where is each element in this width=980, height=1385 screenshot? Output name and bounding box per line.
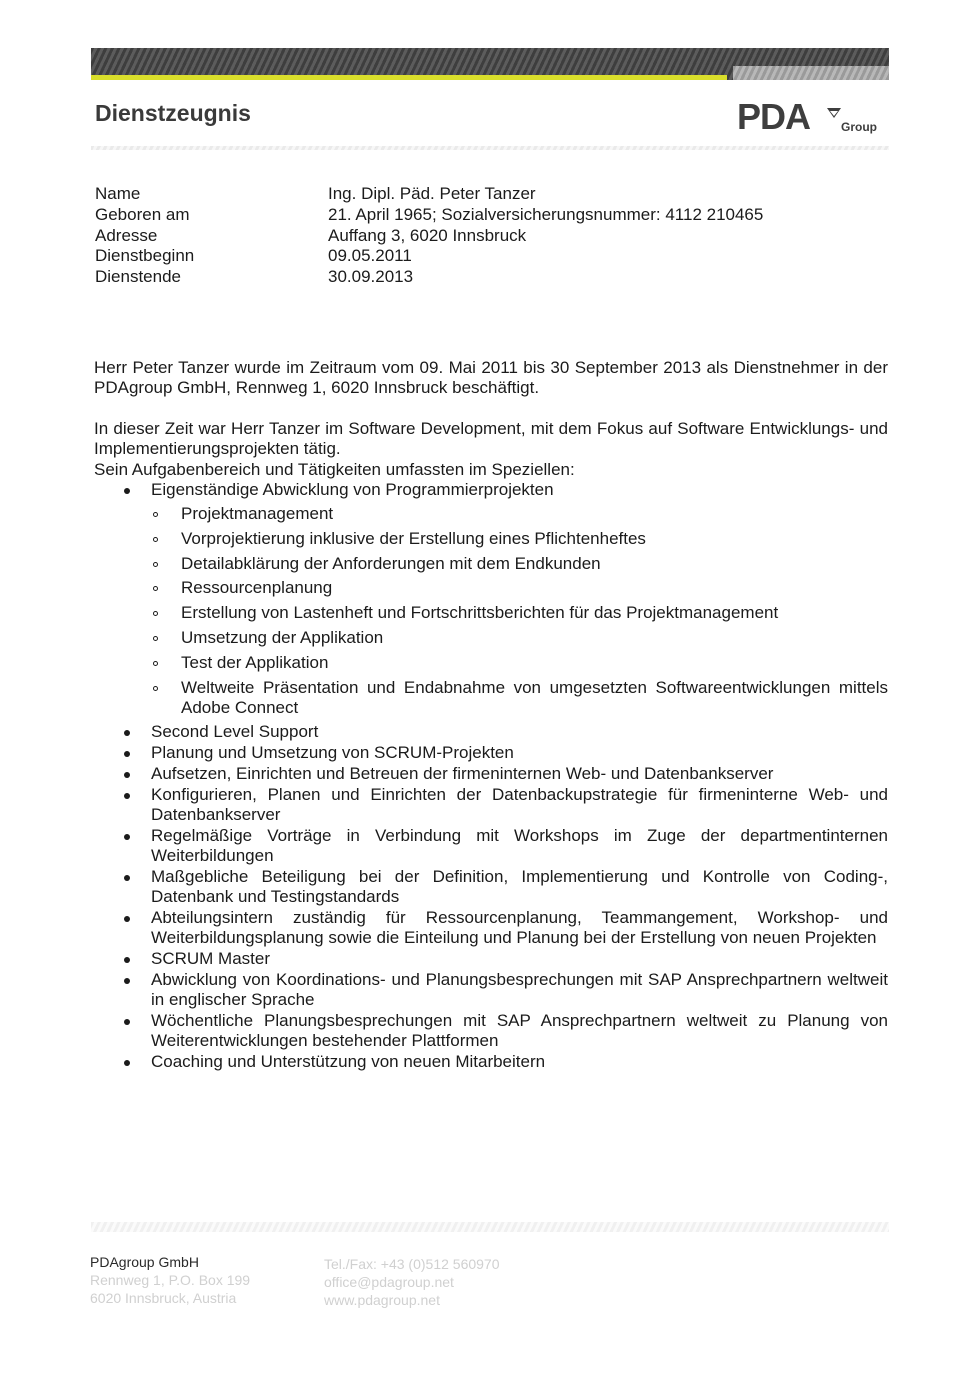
footer-divider <box>91 1222 889 1232</box>
info-label: Adresse <box>95 225 158 245</box>
header-stripe-fade <box>733 66 889 80</box>
intro-paragraph: Herr Peter Tanzer wurde im Zeitraum vom 09. Mai 2011 bis 30 September 2013 als Dienstnehmer in der PDAgroup GmbH, Rennweg 1, 6020 Innsbruck beschäftigt. <box>94 358 888 397</box>
info-label: Dienstende <box>95 267 182 287</box>
info-value: 21. April 1965; Sozialversicherungsnummer: 4112 210465 <box>328 204 764 224</box>
document-title: Dienstzeugnis <box>95 100 251 126</box>
footer-company: PDAgroup GmbH <box>90 1254 199 1270</box>
duties-list <box>94 480 888 1073</box>
info-value: Auffang 3, 6020 Innsbruck <box>328 225 527 245</box>
info-value: Ing. Dipl. Päd. Peter Tanzer <box>328 184 536 203</box>
personal-info-block <box>95 184 763 288</box>
list-item: Maßgebliche Beteiligung bei der Definition, Implementierung und Kontrolle von Coding-, Datenbank und Testingstandards <box>94 867 888 907</box>
duties-intro: Sein Aufgabenbereich und Tätigkeiten umfassten im Speziellen: <box>94 460 575 479</box>
info-row-name <box>95 184 763 205</box>
footer-street: Rennweg 1, P.O. Box 199 <box>90 1272 251 1288</box>
footer-address <box>90 1253 250 1307</box>
focus-paragraph: In dieser Zeit war Herr Tanzer im Software Development, mit dem Fokus auf Software Entwicklungs- und Implementierungsprojekten tätig. <box>94 419 888 458</box>
info-label: Name <box>95 184 141 203</box>
list-item: Second Level Support <box>94 722 888 742</box>
info-value: 30.09.2013 <box>328 267 414 287</box>
info-row-end <box>95 267 763 288</box>
header-stripe <box>91 48 889 80</box>
list-item: Projektmanagement <box>151 504 888 524</box>
title-divider <box>91 146 889 150</box>
footer-city: 6020 Innsbruck, Austria <box>90 1290 237 1306</box>
list-item: Wöchentliche Planungsbesprechungen mit SAP Ansprechpartnern weltweit zu Planung von Weiterentwicklungen bestehender Plattformen <box>94 1011 888 1051</box>
info-row-birthdate <box>95 205 763 226</box>
logo-subtext: Group <box>841 120 877 134</box>
duty-text: Eigenständige Abwicklung von Programmierprojekten <box>151 480 554 499</box>
sub-duties-list <box>151 504 888 718</box>
list-item <box>94 480 888 718</box>
info-row-start <box>95 246 763 267</box>
footer-web: www.pdagroup.net <box>324 1292 440 1308</box>
logo-wordmark: PDA <box>737 96 811 137</box>
list-item: Umsetzung der Applikation <box>151 628 888 648</box>
list-item: Weltweite Präsentation und Endabnahme von umgesetzten Softwareentwicklungen mittels Adobe Connect <box>151 678 888 718</box>
list-item: Detailabklärung der Anforderungen mit dem Endkunden <box>151 554 888 574</box>
list-item: Ressourcenplanung <box>151 578 888 598</box>
list-item: Planung und Umsetzung von SCRUM-Projekten <box>94 743 888 763</box>
list-item: Regelmäßige Vorträge in Verbindung mit Workshops im Zuge der departmentinternen Weiterbildungen <box>94 826 888 866</box>
list-item: SCRUM Master <box>94 949 888 969</box>
logo-triangle-icon <box>827 106 841 128</box>
pda-logo <box>737 96 897 136</box>
list-item: Erstellung von Lastenheft und Fortschrittsberichten für das Projektmanagement <box>151 603 888 623</box>
info-value: 09.05.2011 <box>328 246 412 266</box>
list-item: Coaching und Unterstützung von neuen Mitarbeitern <box>94 1052 888 1072</box>
header-accent-bar <box>91 75 727 80</box>
list-item: Test der Applikation <box>151 653 888 673</box>
info-label: Dienstbeginn <box>95 246 195 266</box>
footer-phone: Tel./Fax: +43 (0)512 560970 <box>324 1256 500 1272</box>
list-item: Abwicklung von Koordinations- und Planungsbesprechungen mit SAP Ansprechpartnern weltweit in englischer Sprache <box>94 970 888 1010</box>
list-item: Vorprojektierung inklusive der Erstellung eines Pflichtenheftes <box>151 529 888 549</box>
list-item: Konfigurieren, Planen und Einrichten der Datenbackupstrategie für firmeninterne Web- und Datenbankserver <box>94 785 888 825</box>
footer-email: office@pdagroup.net <box>324 1274 454 1290</box>
list-item: Abteilungsintern zuständig für Ressourcenplanung, Teammangement, Workshop- und Weiterbildungsplanung sowie die Einteilung und Planung bei der Erstellung von neuen Projekten <box>94 908 888 948</box>
info-row-address <box>95 226 763 247</box>
footer-contact <box>324 1255 500 1309</box>
info-label: Geboren am <box>95 204 190 224</box>
list-item: Aufsetzen, Einrichten und Betreuen der firmeninternen Web- und Datenbankserver <box>94 764 888 784</box>
